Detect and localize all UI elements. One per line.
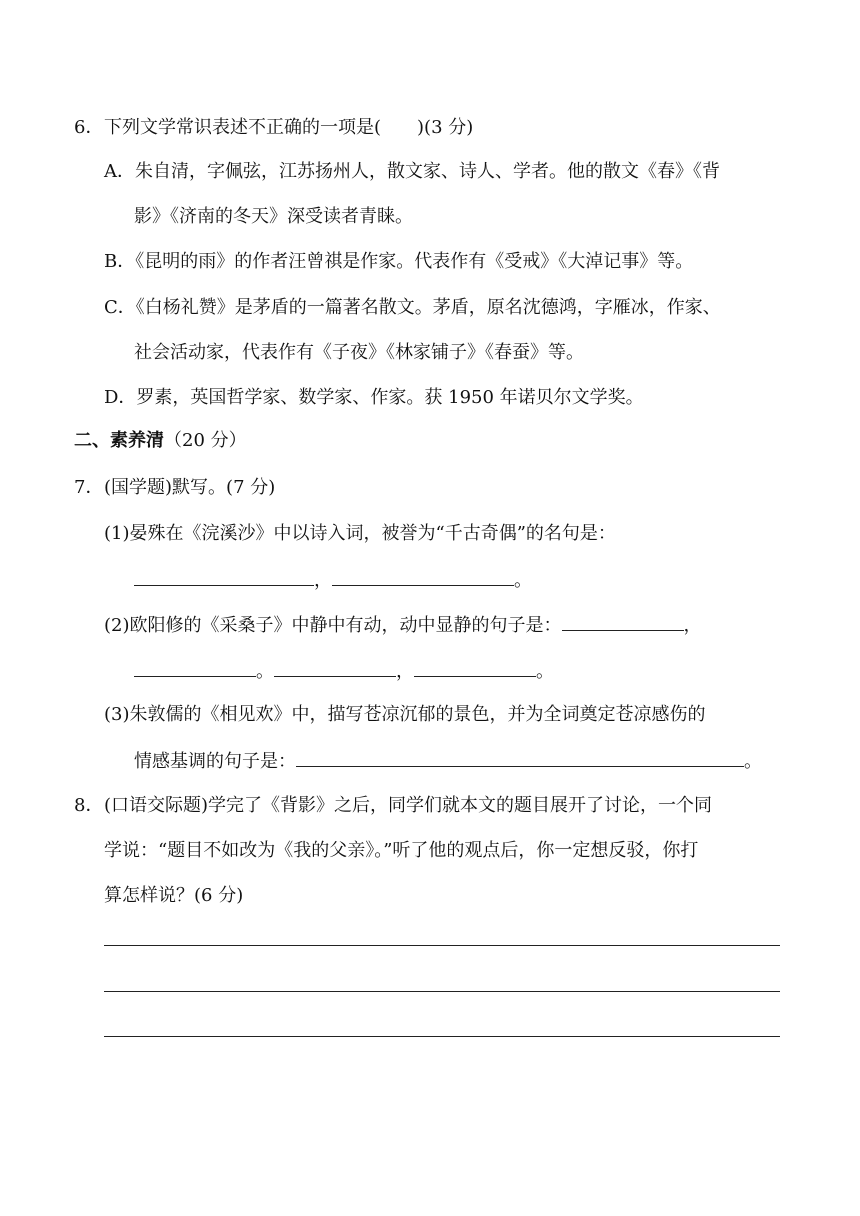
q6-option-b: B．《昆明的雨》的作者汪曾祺是作家。代表作有《受戒》《大淖记事》等。 <box>104 251 694 272</box>
answer-line[interactable] <box>104 945 780 946</box>
answer-blank[interactable] <box>134 567 314 586</box>
q7-number: 7． <box>74 477 104 498</box>
q7-part3-cont: 情感基调的句子是： <box>134 751 296 772</box>
comma: ， <box>396 661 414 682</box>
q6-number: 6． <box>74 117 104 138</box>
q6-option-a-cont: 影》《济南的冬天》深受读者青睐。 <box>134 206 413 227</box>
q8-stem-end: 算怎样说？(6 分) <box>104 885 244 906</box>
answer-blank[interactable] <box>562 612 684 631</box>
q7-part1: (1)晏殊在《浣溪沙》中以诗入词，被誉为“千古奇偶”的名句是： <box>104 523 616 544</box>
period: 。 <box>744 751 762 772</box>
answer-blank[interactable] <box>274 658 396 677</box>
answer-line[interactable] <box>104 1036 780 1037</box>
answer-line[interactable] <box>104 991 780 992</box>
q8-number: 8． <box>74 795 104 816</box>
comma: ， <box>683 615 702 636</box>
q6-stem: 下列文学常识表述不正确的一项是( )(3 分) <box>104 117 474 138</box>
q6-option-a: A．朱自清，字佩弦，江苏扬州人，散文家、诗人、学者。他的散文《春》《背 <box>104 161 720 182</box>
answer-blank[interactable] <box>134 658 256 677</box>
q8-stem-cont: 学说：“题目不如改为《我的父亲》。”听了他的观点后，你一定想反驳，你打 <box>104 840 699 861</box>
q8-stem: (口语交际题)学完了《背影》之后，同学们就本文的题目展开了讨论，一个同 <box>104 795 713 816</box>
answer-blank[interactable] <box>332 567 514 586</box>
q6-option-d: D．罗素，英国哲学家、数学家、作家。获 1950 年诺贝尔文学奖。 <box>104 387 644 408</box>
q6-option-c-cont: 社会活动家，代表作有《子夜》《林家铺子》《春蚕》等。 <box>134 342 584 363</box>
q7-part3: (3)朱敦儒的《相见欢》中，描写苍凉沉郁的景色，并为全词奠定苍凉感伤的 <box>104 704 706 725</box>
section-title: 二、素养清 <box>74 430 164 451</box>
period: 。 <box>536 661 554 682</box>
q6-option-c: C．《白杨礼赞》是茅盾的一篇著名散文。茅盾，原名沈德鸿，字雁冰，作家、 <box>104 297 721 318</box>
period: 。 <box>256 661 274 682</box>
period: 。 <box>514 570 532 591</box>
q7-stem: (国学题)默写。(7 分) <box>104 477 276 498</box>
section-score: （20 分） <box>164 430 247 451</box>
answer-blank[interactable] <box>296 748 744 767</box>
q7-part2: (2)欧阳修的《采桑子》中静中有动，动中显静的句子是： <box>104 615 562 636</box>
answer-blank[interactable] <box>414 658 536 677</box>
comma: ， <box>314 570 332 591</box>
